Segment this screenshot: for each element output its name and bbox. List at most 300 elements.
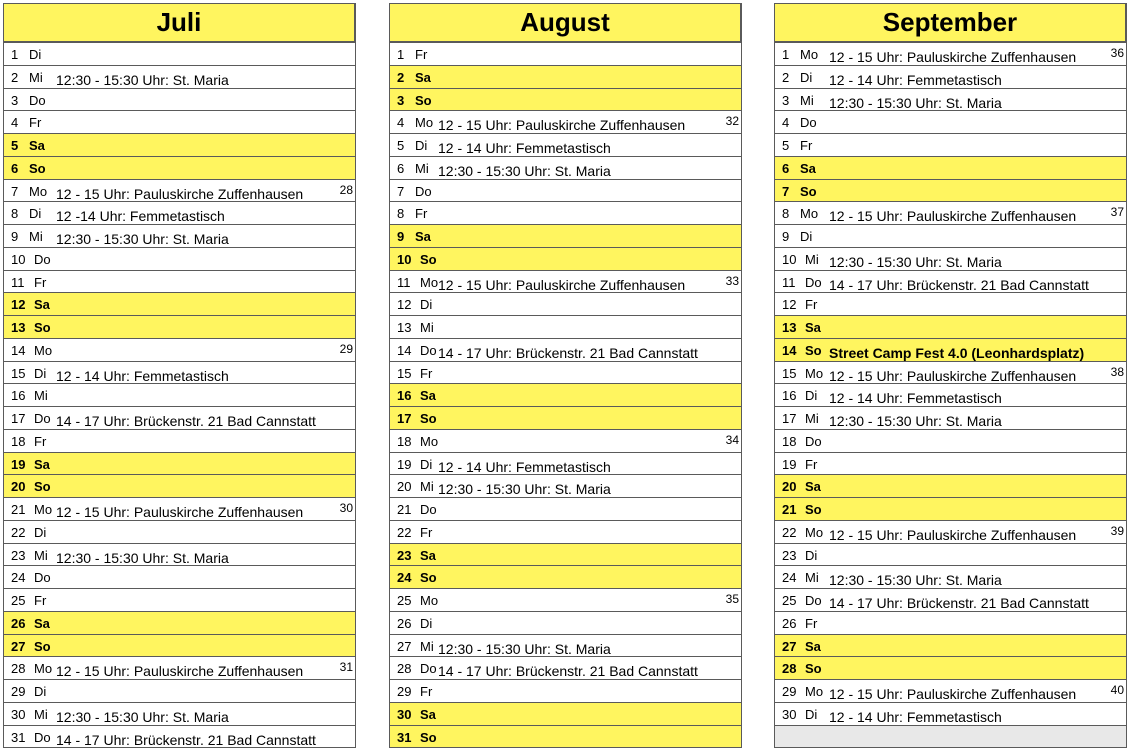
event-text: 12:30 - 15:30 Uhr: St. Maria [56,708,229,725]
day-number: 13 [782,320,797,335]
weekday-label: Do [420,342,437,358]
day-row [389,42,741,65]
weekday-label: So [805,502,822,517]
day-row [3,133,355,156]
weekday-label: Sa [800,160,816,176]
day-row [389,133,741,156]
weekday-label: So [805,342,822,358]
weekday-label: Fr [415,47,428,62]
day-row [389,452,741,475]
day-row [389,588,741,611]
day-row [389,315,741,338]
day-row [389,247,741,270]
day-row [774,361,1126,384]
day-number: 20 [782,479,797,495]
weekday-label: Mi [805,251,819,267]
day-row [774,133,1126,156]
day-row [774,611,1126,634]
day-row [774,201,1126,224]
weekday-label: Sa [415,229,431,244]
day-number: 6 [782,160,790,176]
weekday-label: Mi [420,638,434,654]
weekday-label: Mi [415,160,429,176]
day-row [774,702,1126,725]
day-number: 29 [782,684,797,699]
weekday-label: Mi [800,92,814,108]
empty-day-row [774,725,1126,748]
day-number: 4 [11,115,19,131]
weekday-label: Fr [420,524,433,540]
day-list [389,42,741,747]
weekday-label: Do [415,183,432,199]
day-number: 30 [11,706,26,722]
day-row [3,679,355,702]
day-number: 26 [397,615,412,631]
weekday-label: Mi [420,479,434,495]
event-text: 12:30 - 15:30 Uhr: St. Maria [438,640,611,657]
event-text: 12:30 - 15:30 Uhr: St. Maria [829,572,1002,589]
day-row [3,315,355,338]
weekday-label: Di [34,684,47,699]
day-row [3,383,355,406]
day-row [3,292,355,315]
event-text: 12 - 15 Uhr: Pauluskirche Zuffenhausen [829,526,1077,543]
event-text: 12 - 14 Uhr: Femmetastisch [438,458,611,475]
day-number: 1 [11,47,19,62]
day-row [774,565,1126,588]
day-number: 13 [11,320,26,335]
weekday-label: Mo [420,593,439,608]
weekday-label: So [805,661,822,677]
week-number: 32 [725,114,739,129]
weekday-label: So [34,320,51,335]
day-number: 24 [782,570,797,586]
week-number: 31 [339,660,353,675]
event-text: Street Camp Fest 4.0 (Leonhardsplatz) [829,344,1085,361]
day-row [389,565,741,588]
day-row [3,656,355,679]
weekday-label: Do [34,251,51,267]
day-row [389,292,741,315]
day-row [3,270,355,293]
weekday-label: Di [29,206,42,222]
day-row [389,179,741,202]
day-number: 1 [397,47,405,62]
week-number: 29 [339,341,353,356]
day-number: 15 [11,365,26,381]
day-number: 7 [11,183,19,199]
weekday-label: Fr [34,593,47,608]
weekday-label: Di [420,456,433,472]
weekday-label: Sa [420,547,436,563]
day-number: 22 [11,524,26,540]
day-number: 16 [782,388,797,404]
weekday-label: Sa [29,138,45,153]
event-text: 12 - 14 Uhr: Femmetastisch [438,140,611,156]
day-row [774,88,1126,111]
weekday-label: Mi [805,570,819,586]
week-number: 30 [339,501,353,515]
weekday-label: Mo [34,502,53,517]
day-row [3,497,355,520]
day-number: 4 [782,115,790,131]
day-number: 29 [397,684,412,699]
weekday-label: Mi [805,411,819,426]
weekday-label: Di [420,297,433,313]
weekday-label: Mi [420,320,434,335]
day-list [774,42,1126,747]
day-number: 24 [397,570,412,586]
day-number: 24 [11,570,26,586]
weekday-label: Mi [29,69,43,85]
day-row [3,520,355,543]
day-row [774,679,1126,702]
day-row [3,474,355,497]
day-number: 3 [11,92,19,108]
day-list [3,42,355,747]
weekday-label: Di [800,69,813,85]
day-row [774,224,1126,247]
day-row [389,201,741,224]
day-number: 25 [782,593,797,608]
week-number: 28 [339,182,353,197]
weekday-label: Sa [34,456,50,472]
day-row [3,702,355,725]
day-row [774,65,1126,88]
day-number: 2 [397,69,405,85]
weekday-label: Mo [420,433,439,449]
day-row [3,110,355,133]
event-text: 12:30 - 15:30 Uhr: St. Maria [56,549,229,566]
weekday-label: Mo [420,274,439,290]
day-row [774,42,1126,65]
day-row [774,634,1126,657]
day-number: 18 [397,433,412,449]
day-row [774,270,1126,293]
day-number: 25 [397,593,412,608]
event-text: 12:30 - 15:30 Uhr: St. Maria [829,253,1002,270]
weekday-label: Do [34,729,51,745]
weekday-label: Mo [805,684,824,699]
day-number: 20 [11,479,26,495]
weekday-label: Sa [420,706,436,722]
day-row [774,338,1126,361]
event-text: 12 - 14 Uhr: Femmetastisch [829,390,1002,407]
day-row [774,406,1126,429]
weekday-label: Mo [34,661,53,677]
week-number: 35 [725,592,739,606]
day-number: 6 [11,160,19,176]
event-text: 12 - 14 Uhr: Femmetastisch [829,708,1002,725]
month-header: Juli [3,3,355,42]
day-number: 11 [397,274,411,290]
day-number: 27 [397,638,412,654]
day-number: 8 [782,206,790,222]
weekday-label: Mo [29,183,48,199]
day-number: 11 [11,274,25,290]
day-number: 10 [397,251,412,267]
weekday-label: Di [34,524,47,540]
weekday-label: Di [805,706,818,722]
weekday-label: Sa [805,479,821,495]
weekday-label: Mi [34,547,48,563]
day-row [389,634,741,657]
day-number: 22 [397,524,412,540]
day-row [389,110,741,133]
day-row [774,543,1126,566]
day-number: 11 [782,274,796,290]
day-row [3,338,355,361]
weekday-label: Di [420,615,433,631]
event-text: 12 - 14 Uhr: Femmetastisch [56,367,229,384]
day-number: 9 [782,229,790,244]
day-number: 10 [11,251,26,267]
weekday-label: Mo [34,342,53,358]
day-number: 8 [11,206,19,222]
day-number: 12 [782,297,797,313]
day-number: 16 [397,388,412,404]
day-number: 15 [397,365,412,381]
weekday-label: Fr [29,115,42,131]
day-row [3,588,355,611]
day-row [3,179,355,202]
day-number: 20 [397,479,412,495]
day-number: 8 [397,206,405,222]
day-number: 23 [397,547,412,563]
day-number: 9 [11,229,19,244]
day-row [3,611,355,634]
day-row [774,497,1126,520]
day-row [389,156,741,179]
day-number: 26 [11,615,26,631]
weekday-label: Di [34,365,47,381]
weekday-label: Sa [34,297,50,313]
weekday-label: Mi [34,388,48,404]
weekday-label: Do [34,411,51,426]
day-number: 23 [11,547,26,563]
event-text: 12:30 - 15:30 Uhr: St. Maria [829,94,1002,111]
day-row [389,656,741,679]
weekday-label: Sa [34,615,50,631]
day-row [3,201,355,224]
weekday-label: Do [800,115,817,131]
weekday-label: Di [29,47,42,62]
week-number: 39 [1110,523,1124,538]
week-number: 33 [725,273,739,288]
event-text: 14 - 17 Uhr: Brückenstr. 21 Bad Cannstatt [56,413,316,429]
weekday-label: Do [29,92,46,108]
event-text: 12:30 - 15:30 Uhr: St. Maria [56,71,229,88]
day-number: 21 [11,502,26,517]
weekday-label: So [420,411,437,426]
day-row [774,383,1126,406]
weekday-label: Sa [805,638,821,654]
weekday-label: So [800,183,817,199]
day-number: 31 [11,729,26,745]
weekday-label: Fr [34,433,47,449]
day-number: 28 [782,661,797,677]
week-number: 40 [1110,683,1124,697]
month-header: September [774,3,1126,42]
month-column-september [774,3,1127,748]
day-row [3,156,355,179]
weekday-label: Di [805,388,818,404]
day-row [774,156,1126,179]
weekday-label: Di [415,138,428,153]
week-number: 36 [1110,46,1124,60]
weekday-label: Fr [805,615,818,631]
weekday-label: Fr [420,365,433,381]
day-number: 5 [782,138,790,153]
event-text: 12 -14 Uhr: Femmetastisch [56,208,225,225]
day-row [774,429,1126,452]
weekday-label: Di [805,547,818,563]
weekday-label: Sa [415,69,431,85]
day-number: 28 [11,661,26,677]
day-number: 15 [782,365,797,381]
event-text: 12 - 15 Uhr: Pauluskirche Zuffenhausen [56,504,304,520]
day-number: 14 [397,342,412,358]
day-number: 1 [782,47,790,62]
day-number: 18 [11,433,26,449]
day-number: 13 [397,320,412,335]
weekday-label: Fr [805,297,818,313]
day-number: 29 [11,684,26,699]
day-row [3,565,355,588]
weekday-label: Mi [34,706,48,722]
weekday-label: So [420,251,437,267]
day-number: 31 [397,729,412,745]
day-number: 17 [397,411,412,426]
day-row [389,88,741,111]
day-row [389,543,741,566]
month-header: August [389,3,741,42]
weekday-label: So [420,729,437,745]
day-row [389,224,741,247]
day-row [3,42,355,65]
event-text: 12 - 15 Uhr: Pauluskirche Zuffenhausen [438,276,686,293]
day-row [389,474,741,497]
day-number: 25 [11,593,26,608]
day-row [3,406,355,429]
day-row [389,702,741,725]
weekday-label: Do [420,661,437,677]
day-row [389,611,741,634]
weekday-label: Sa [420,388,436,404]
day-number: 5 [397,138,405,153]
day-row [389,406,741,429]
day-row [3,65,355,88]
day-row [774,452,1126,475]
day-number: 17 [782,411,797,426]
day-row [389,361,741,384]
weekday-label: So [29,160,46,176]
day-row [389,429,741,452]
month-column-juli [3,3,356,748]
day-number: 4 [397,115,405,131]
day-number: 12 [11,297,26,313]
day-row [3,429,355,452]
event-text: 12 - 15 Uhr: Pauluskirche Zuffenhausen [56,663,304,680]
day-number: 12 [397,297,412,313]
day-number: 26 [782,615,797,631]
weekday-label: Fr [415,206,428,222]
day-number: 19 [782,456,797,472]
event-text: 12 - 15 Uhr: Pauluskirche Zuffenhausen [438,117,686,134]
weekday-label: Fr [420,684,433,699]
day-number: 6 [397,160,405,176]
day-row [389,338,741,361]
weekday-label: Fr [34,274,47,290]
day-row [389,520,741,543]
weekday-label: Mo [805,365,824,381]
event-text: 14 - 17 Uhr: Brückenstr. 21 Bad Cannstatt [829,276,1089,293]
day-row [3,543,355,566]
event-text: 12:30 - 15:30 Uhr: St. Maria [829,413,1002,429]
weekday-label: So [415,92,432,108]
day-row [774,292,1126,315]
day-number: 19 [11,456,26,472]
day-row [774,656,1126,679]
day-row [389,270,741,293]
day-row [3,88,355,111]
day-row [389,679,741,702]
event-text: 12 - 15 Uhr: Pauluskirche Zuffenhausen [829,49,1077,65]
day-number: 30 [397,706,412,722]
day-row [774,588,1126,611]
day-row [3,452,355,475]
day-row [774,474,1126,497]
weekday-label: So [420,570,437,586]
day-row [3,725,355,748]
day-number: 14 [782,342,797,358]
event-text: 12 - 14 Uhr: Femmetastisch [829,71,1002,88]
weekday-label: Sa [805,320,821,335]
day-row [389,383,741,406]
event-text: 14 - 17 Uhr: Brückenstr. 21 Bad Cannstatt [438,663,698,680]
day-number: 27 [11,638,26,654]
event-text: 12 - 15 Uhr: Pauluskirche Zuffenhausen [829,686,1077,702]
day-row [774,179,1126,202]
day-number: 21 [397,502,412,517]
event-text: 12:30 - 15:30 Uhr: St. Maria [56,231,229,247]
day-number: 2 [782,69,790,85]
day-number: 14 [11,342,26,358]
day-number: 18 [782,433,797,449]
week-number: 38 [1110,364,1124,379]
event-text: 12:30 - 15:30 Uhr: St. Maria [438,481,611,498]
day-row [3,247,355,270]
event-text: 12 - 15 Uhr: Pauluskirche Zuffenhausen [56,185,304,202]
day-number: 2 [11,69,19,85]
event-text: 12:30 - 15:30 Uhr: St. Maria [438,162,611,179]
weekday-label: Mo [415,115,434,131]
weekday-label: Mo [800,206,819,222]
day-row [774,315,1126,338]
event-text: 12 - 15 Uhr: Pauluskirche Zuffenhausen [829,367,1077,384]
day-row [389,65,741,88]
weekday-label: Fr [805,456,818,472]
weekday-label: Do [34,570,51,586]
day-row [3,634,355,657]
day-number: 30 [782,706,797,722]
weekday-label: So [34,479,51,495]
weekday-label: Mo [800,47,819,62]
day-number: 19 [397,456,412,472]
day-row [3,224,355,247]
week-number: 37 [1110,205,1124,220]
day-number: 5 [11,138,19,153]
